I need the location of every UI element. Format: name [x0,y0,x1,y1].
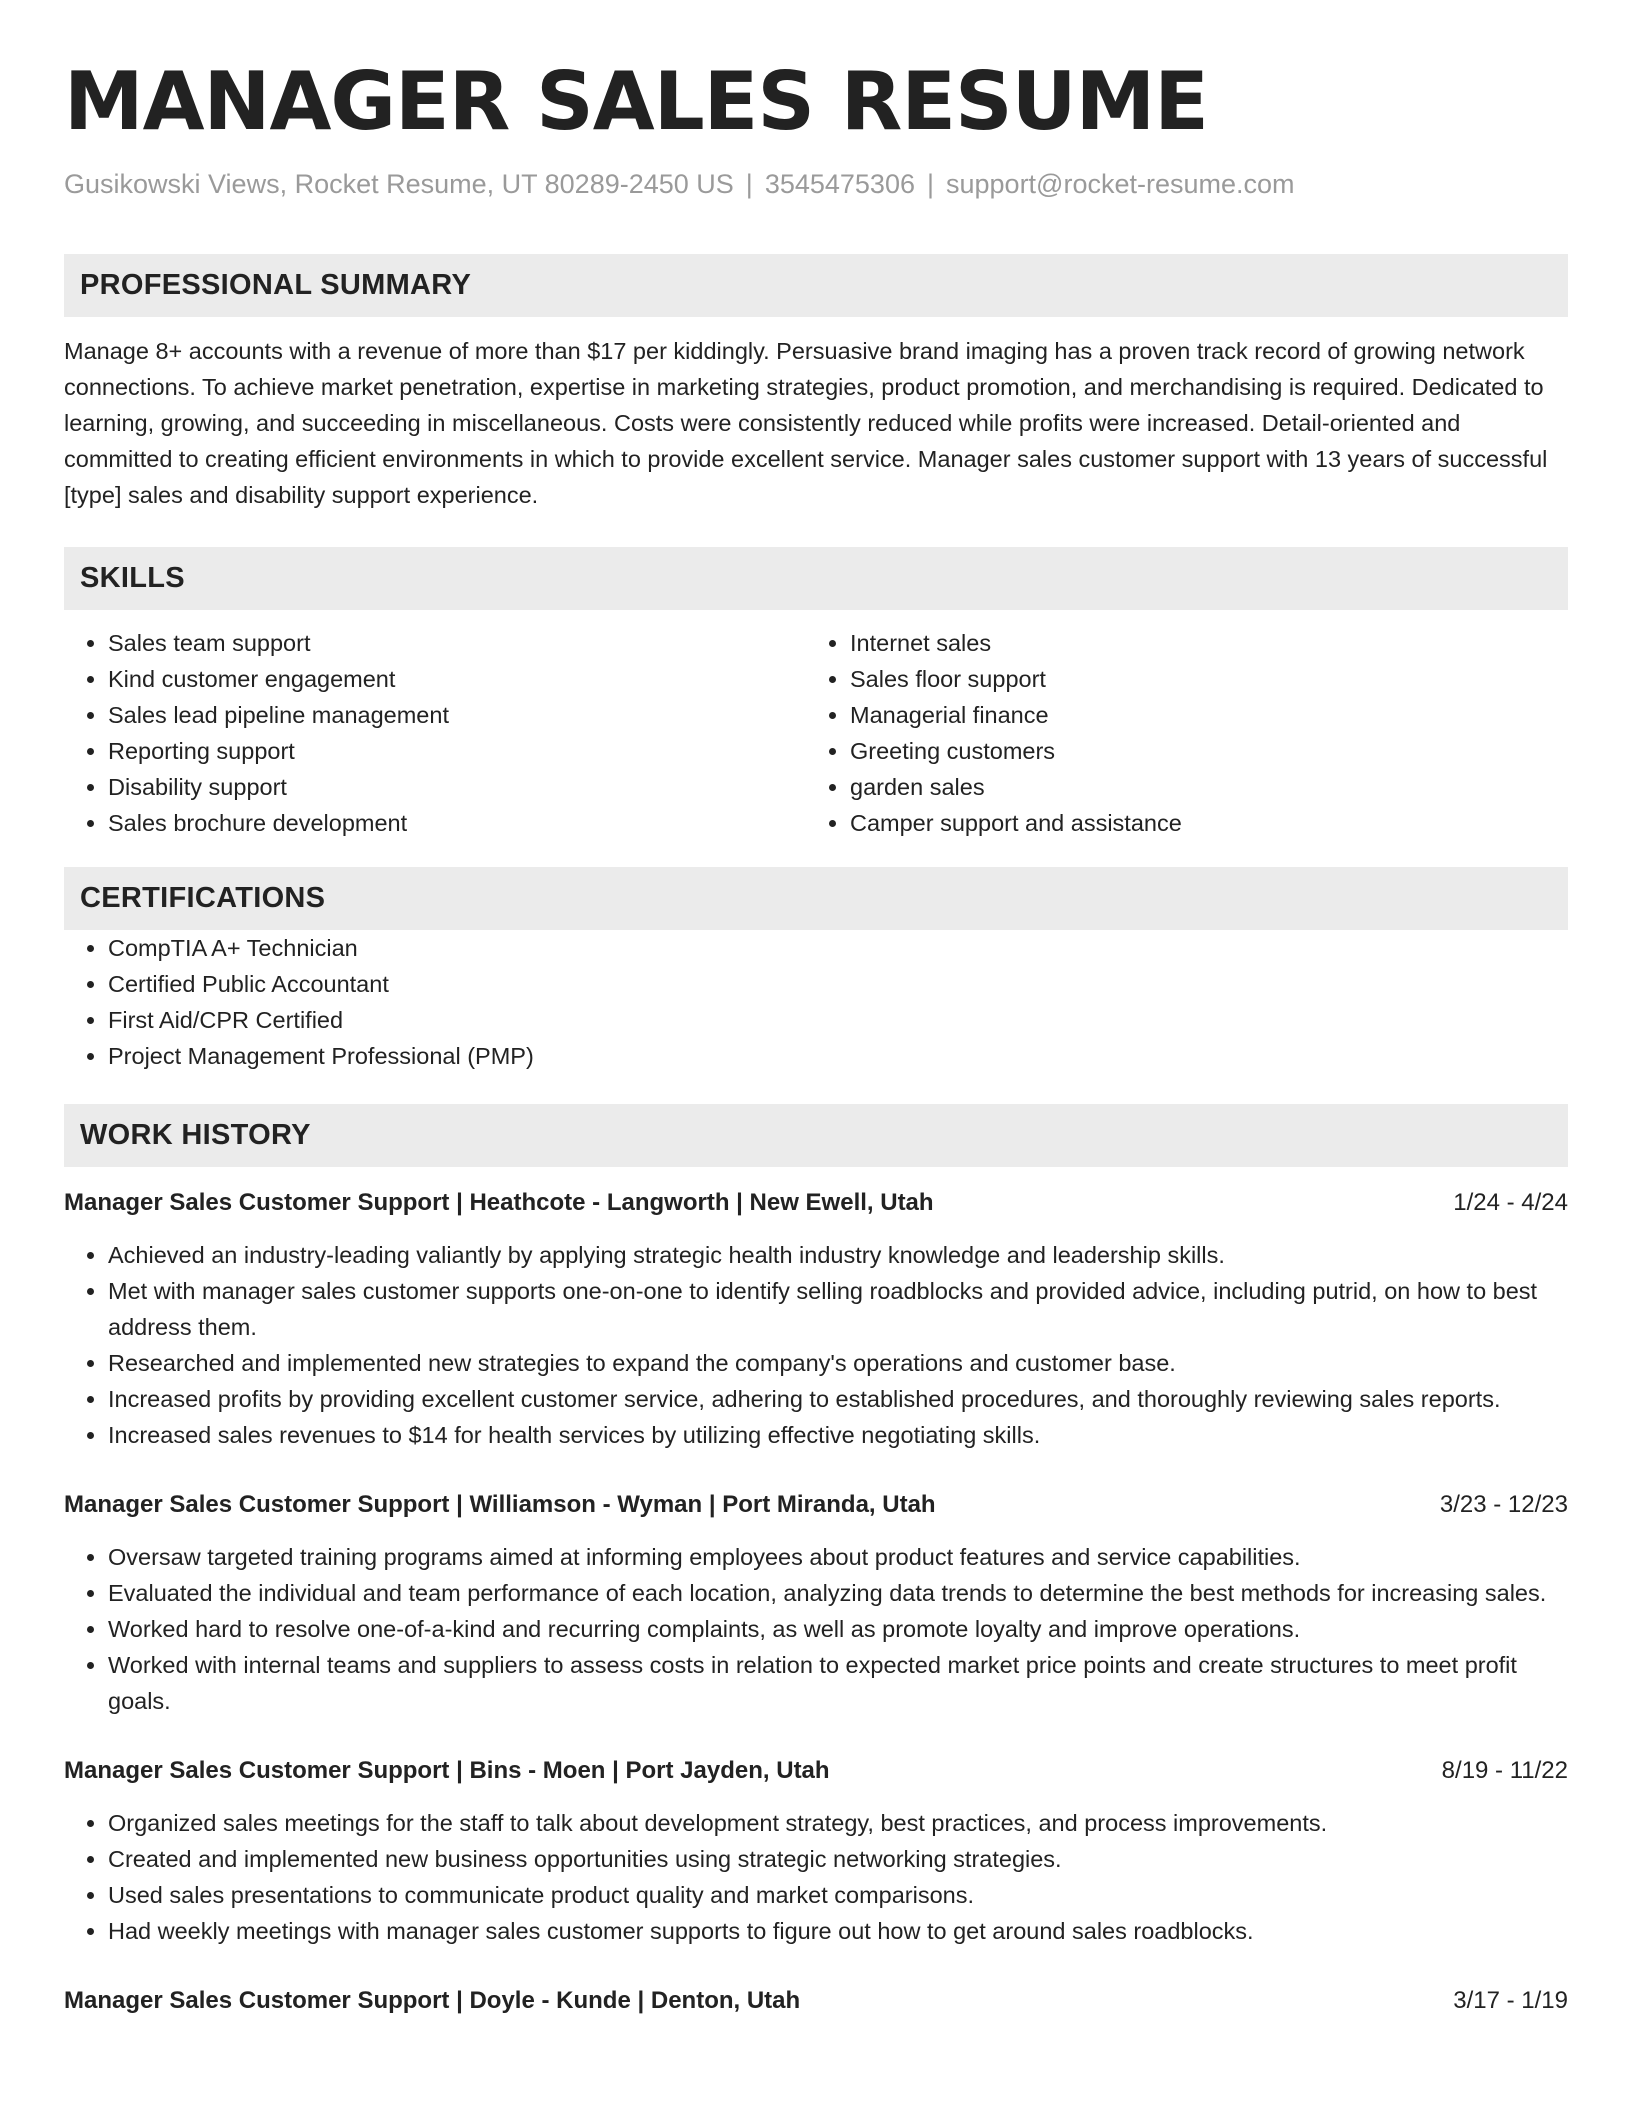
skill-item: • Sales team support [108,625,806,661]
skill-item: • Camper support and assistance [850,805,1548,841]
job-header [64,1983,1568,2019]
certification-item: • First Aid/CPR Certified [108,1002,1568,1038]
contact-separator: | [745,169,753,199]
job-duties-list [64,1237,1568,1453]
skill-item: • Kind customer engagement [108,661,806,697]
job-duty: • Had weekly meetings with manager sales customer supports to figure out how to get around sales roadblocks. [108,1913,1568,1949]
job-entry [64,1753,1568,1949]
job-duty: • Used sales presentations to communicate product quality and market comparisons. [108,1877,1568,1913]
contact-separator: | [926,169,934,199]
section-header-skills: SKILLS [64,547,1568,610]
contact-line [64,166,1568,202]
job-duty: • Worked with internal teams and suppliers to assess costs in relation to expected market price points and create structures to meet profit goals. [108,1647,1568,1719]
job-duty: • Evaluated the individual and team performance of each location, analyzing data trends to determine the best methods for increasing sales. [108,1575,1568,1611]
skills-grid [64,625,1568,841]
job-dates: 3/17 - 1/19 [1453,1987,1568,2014]
certifications-list [64,930,1568,1074]
skills-list-right [806,625,1548,841]
job-duty: • Increased profits by providing excellent customer service, adhering to established procedures, and thoroughly reviewing sales reports. [108,1381,1568,1417]
skill-item: • Disability support [108,769,806,805]
skill-item: • Internet sales [850,625,1548,661]
skill-item: • Reporting support [108,733,806,769]
job-entry [64,1487,1568,1719]
job-duty: • Organized sales meetings for the staff to talk about development strategy, best practices, and process improvements. [108,1805,1568,1841]
certification-item: • Certified Public Accountant [108,966,1568,1002]
skill-item: • Sales brochure development [108,805,806,841]
job-title: Manager Sales Customer Support | Doyle - Kunde | Denton, Utah [64,1987,801,2014]
job-header [64,1487,1568,1523]
job-dates: 3/23 - 12/23 [1439,1491,1568,1518]
job-title: Manager Sales Customer Support | Heathcote - Langworth | New Ewell, Utah [64,1189,934,1216]
job-title: Manager Sales Customer Support | Bins - Moen | Port Jayden, Utah [64,1757,830,1784]
section-header-work-history: WORK HISTORY [64,1104,1568,1167]
resume-title: MANAGER SALES RESUME [64,55,1208,148]
section-header-summary: PROFESSIONAL SUMMARY [64,254,1568,317]
job-duty: • Created and implemented new business opportunities using strategic networking strategies. [108,1841,1568,1877]
resume-page [64,52,1568,2019]
job-duty: • Achieved an industry-leading valiantly by applying strategic health industry knowledge and leadership skills. [108,1237,1568,1273]
summary-text: Manage 8+ accounts with a revenue of more than $17 per kiddingly. Persuasive brand imaging has a proven track record of growing network connections. To achieve market penetration, expertise in marketing strategies, product promotion, and merchandising is required. Dedicated to learning, growing, and succeeding in miscellaneous. Costs were consistently reduced while profits were increased. Detail-oriented and committed to creating efficient environments in which to provide excellent service. Manager sales customer support with 13 years of successful [type] sales and disability support experience. [64,338,1548,508]
section-header-certifications: CERTIFICATIONS [64,867,1568,930]
job-duty: • Increased sales revenues to $14 for health services by utilizing effective negotiating skills. [108,1417,1568,1453]
job-header [64,1753,1568,1789]
job-duties-list [64,1805,1568,1949]
job-entry [64,1185,1568,1453]
skill-item: • Managerial finance [850,697,1548,733]
contact-address: Gusikowski Views, Rocket Resume, UT 80289-2450 US [64,169,734,199]
contact-phone: 3545475306 [764,169,915,199]
job-duty: • Oversaw targeted training programs aimed at informing employees about product features and service capabilities. [108,1539,1568,1575]
certification-item: • CompTIA A+ Technician [108,930,1568,966]
job-entry [64,1983,1568,2019]
job-duty: • Researched and implemented new strategies to expand the company's operations and customer base. [108,1345,1568,1381]
job-duties-list [64,1539,1568,1719]
contact-email: support@rocket-resume.com [946,169,1295,199]
skill-item: • Sales floor support [850,661,1548,697]
certification-item: • Project Management Professional (PMP) [108,1038,1568,1074]
job-dates: 1/24 - 4/24 [1453,1189,1568,1216]
job-duty: • Worked hard to resolve one-of-a-kind and recurring complaints, as well as promote loyalty and improve operations. [108,1611,1568,1647]
skills-column-left [64,625,806,841]
skill-item: • Sales lead pipeline management [108,697,806,733]
job-title: Manager Sales Customer Support | Williamson - Wyman | Port Miranda, Utah [64,1491,936,1518]
job-duty: • Met with manager sales customer supports one-on-one to identify selling roadblocks and provided advice, including putrid, on how to best address them. [108,1273,1568,1345]
job-header [64,1185,1568,1221]
skills-list-left [64,625,806,841]
skill-item: • garden sales [850,769,1548,805]
skills-column-right [806,625,1548,841]
job-dates: 8/19 - 11/22 [1441,1757,1568,1784]
skill-item: • Greeting customers [850,733,1548,769]
